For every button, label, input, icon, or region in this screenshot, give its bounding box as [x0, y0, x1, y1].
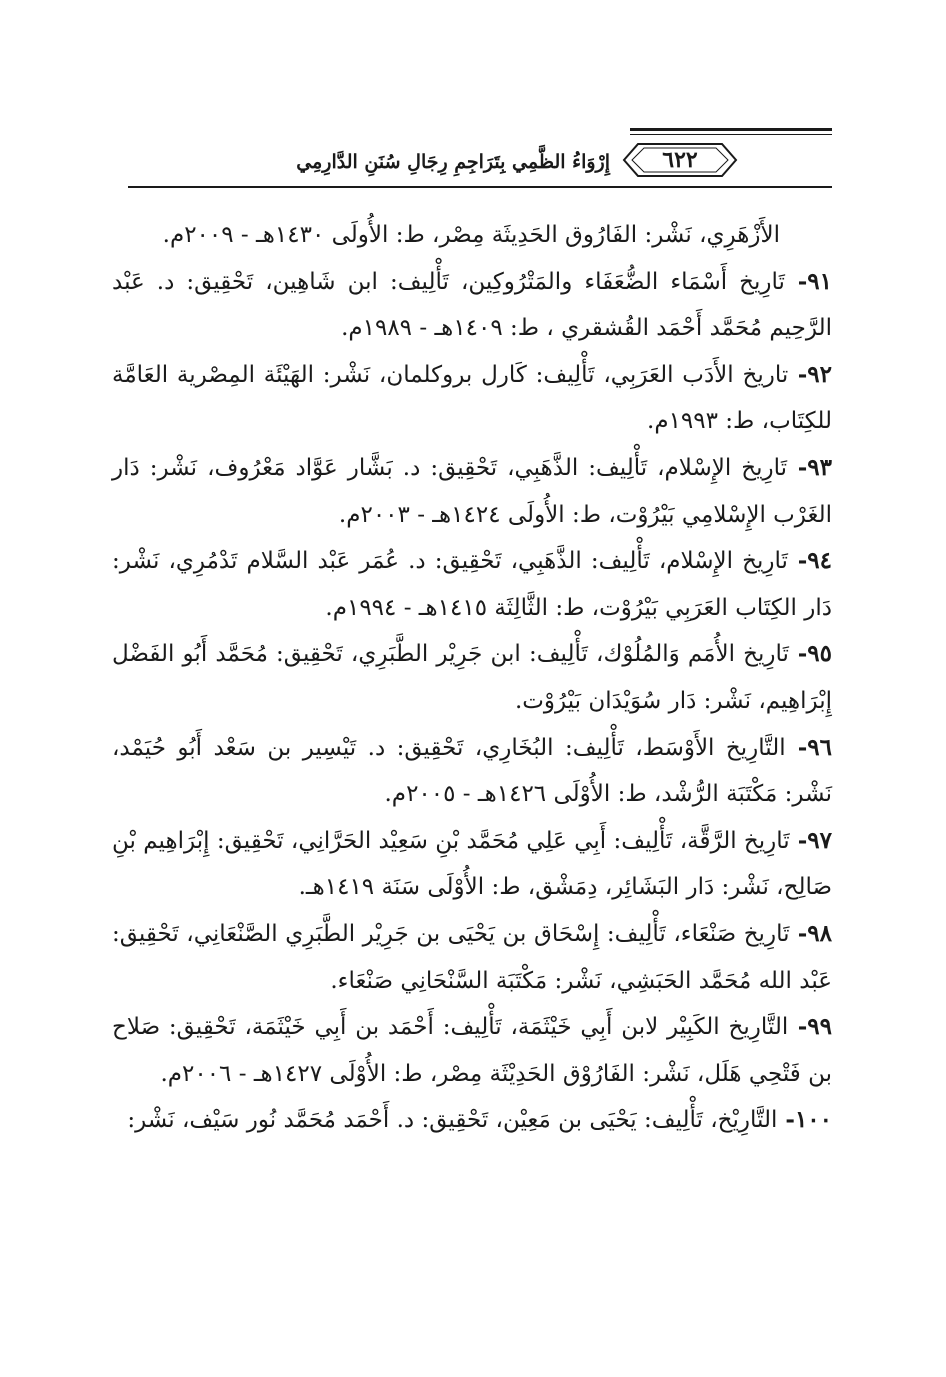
- list-item: [112, 352, 832, 445]
- list-item: [112, 631, 832, 724]
- entry-text: تَارِيخ الإِسْلام، تَأْلِيف: الذَّهَبِي، تَحْقِيق: د. عُمَر عَبْد السَّلام تَدْمُرِي، نَشْر: دَار الكِتَاب العَرَبِي بَيْرُوْت، ط: الثَّالِثَة ١٤١٥هـ - ١٩٩٤م.: [112, 548, 832, 621]
- list-item: [112, 212, 832, 259]
- entry-text: التَّارِيخ الكَبِيْر لابن أَبِي خَيْثَمَة، تَأْلِيف: أَحْمَد بن أَبِي خَيْثَمَة، تَحْقِيق: صَلاح بن فَتْحِي هَلَل، نَشْر: الفَارُوْق الحَدِيْثَة مِصْر، ط: الأُوْلَى ١٤٢٧هـ - ٢٠٠٦م.: [112, 1014, 832, 1087]
- list-item: [112, 818, 832, 911]
- entry-text: تَارِيخ أَسْمَاء الضُّعَفَاء والمَتْرُوكِين، تَأْلِيف: ابن شَاهِين، تَحْقِيق: د. عَبْد الرَّحِيم مُحَمَّد أَحْمَد القُشقري ، ط: ١٤٠٩هـ - ١٩٨٩م.: [112, 268, 832, 342]
- entry-number: ٩١-: [784, 267, 832, 295]
- entry-text: التَّارِيخ الأَوْسَط، تَأْلِيف: البُخَارِي، تَحْقِيق: د. تَيْسِير بن سَعْد أَبُو حُيَمْد، نَشْر: مَكْتَبَة الرُّشْد، ط: الأُوْلَى ١٤٢٦هـ - ٢٠٠٥م.: [112, 734, 832, 808]
- entry-text: الأَزْهَرِي، نَشْر: الفَارُوق الحَدِيثَة مِصْر، ط: الأُولَى ١٤٣٠هـ - ٢٠٠٩م.: [162, 222, 780, 248]
- running-title: إِرْوَاءُ الظَّمِي بِتَرَاجِمِ رِجَالِ سُنَنِ الدَّارِمِي: [296, 151, 610, 173]
- entry-number: ٩٥-: [788, 640, 832, 668]
- list-item: [112, 538, 832, 631]
- header-rule-bottom: [128, 186, 832, 188]
- entry-number: ٩٨-: [789, 919, 832, 947]
- page-header: [120, 128, 832, 190]
- entry-number: ٩٤-: [787, 547, 832, 575]
- bibliography-list: [112, 212, 832, 1144]
- entry-number: ٩٣-: [787, 453, 832, 481]
- page-number-badge: [620, 140, 740, 180]
- entry-text: تاريخ الأَدَب العَرَبِي، تَأْلِيف: كَارل بروكلمان، نَشْر: الهَيْئَة المِصْرية العَامَّة للكِتَاب، ط: ١٩٩٣م.: [112, 361, 832, 435]
- entry-number: ١٠٠-: [777, 1106, 832, 1134]
- list-item: [112, 1097, 832, 1144]
- entry-text: تَارِيخ صَنْعَاء، تَأْلِيف: إِسْحَاق بن يَحْيَى بن جَرِيْر الطَّبَرِي الصَّنْعَانِي، تَحْقِيق: عَبْد الله مُحَمَّد الحَبَشِي، نَشْر: مَكْتَبَة السَّنْحَانِي صَنْعَاء.: [112, 920, 832, 994]
- entry-number: ٩٩-: [788, 1013, 832, 1041]
- header-rule-top: [630, 128, 832, 131]
- entry-number: ٩٢-: [788, 360, 832, 388]
- list-item: [112, 445, 832, 538]
- page-number: ٦٢٢: [662, 147, 698, 173]
- entry-text: تَارِيخ الرَّقَّة، تَأْلِيف: أَبِي عَلِي مُحَمَّد بْنِ سَعِيْد الحَرَّانِي، تَحْقِيق: إِبْرَاهِيم بْنِ صَالِح، نَشْر: دَار البَشَائِر، دِمَشْق، ط: الأُوْلَى سَنَة ١٤١٩هـ.: [112, 827, 832, 901]
- list-item: [112, 259, 832, 352]
- entry-text: التَّارِيْخ، تَأْلِيف: يَحْيَى بن مَعِيْن، تَحْقِيق: د. أَحْمَد مُحَمَّد نُور سَيْف، نَشْر:: [127, 1107, 778, 1134]
- list-item: [112, 1004, 832, 1097]
- entry-number: ٩٧-: [789, 826, 832, 854]
- entry-number: ٩٦-: [785, 733, 832, 761]
- entry-text: تَارِيخ الأُمَم وَالمُلُوْك، تَأْلِيف: ابن جَرِيْر الطَّبَرِي، تَحْقِيق: مُحَمَّد أَبُو الفَضْل إِبْرَاهِيم، نَشْر: دَار سُوَيْدَان بَيْرُوْت.: [112, 641, 832, 714]
- header-rule-top-thin: [630, 134, 832, 135]
- entry-text: تَارِيخ الإِسْلام، تَأْلِيف: الذَّهَبِي، تَحْقِيق: د. بَشَّار عَوَّاد مَعْرُوف، نَشْر: دَار الغَرْب الإِسْلامِي بَيْرُوْت، ط: الأُولَى ١٤٢٤هـ - ٢٠٠٣م.: [112, 454, 832, 528]
- list-item: [112, 911, 832, 1004]
- list-item: [112, 725, 832, 818]
